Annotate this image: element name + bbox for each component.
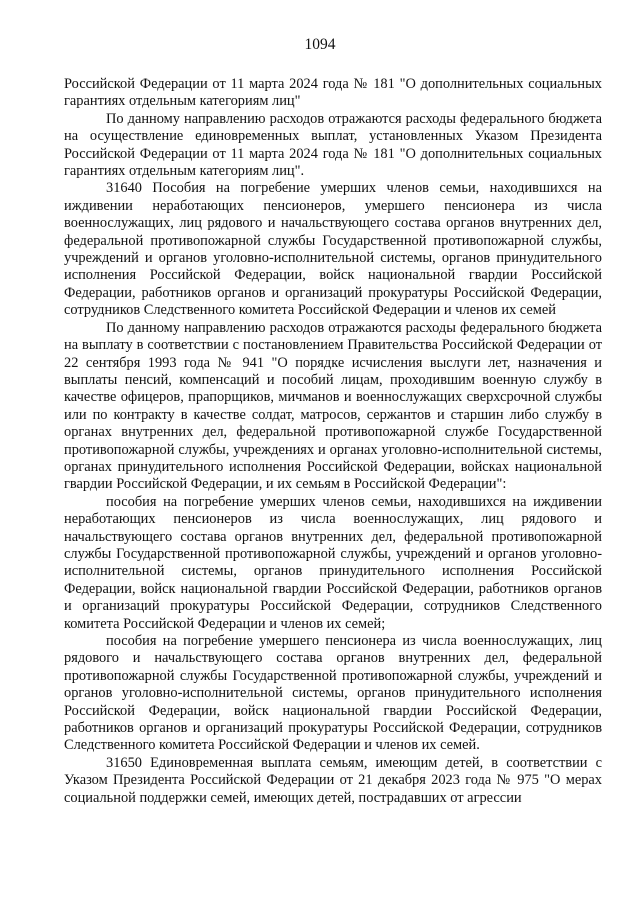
document-body <box>64 76 602 807</box>
paragraph-code-31650-heading: 31650 Единовременная выплата семьям, имеющим детей, в соответствии с Указом Президента Российской Федерации от 21 декабря 2023 года № 975 "О мерах социальной поддержки семей, имеющих детей, пострадавших от агрессии <box>64 754 602 806</box>
paragraph-continuation: Российской Федерации от 11 марта 2024 года № 181 "О дополнительных социальных гарантиях отдельным категориям лиц" <box>64 76 602 110</box>
page-number: 1094 <box>304 36 336 53</box>
paragraph-benefit-family-members: пособия на погребение умерших членов семьи, находившихся на иждивении неработающих пенсионеров из числа военнослужащих, лиц рядового и начальствующего состава органов внутренних дел, федеральной противопожарной службы Государственной противопожарной службы, учреждений и органов уголовно-исполнительной системы, органов принудительного исполнения Российской Федерации, войск национальной гвардии Российской Федерации, работников органов и организаций прокуратуры Российской Федерации, сотрудников Следственного комитета Российской Федерации и членов их семей; <box>64 493 602 632</box>
paragraph-expense-description-181: По данному направлению расходов отражаются расходы федерального бюджета на осуществление единовременных выплат, установленных Указом Президента Российской Федерации от 11 марта 2024 года № 181 "О дополнительных социальных гарантиях отдельным категориям лиц". <box>64 110 602 180</box>
paragraph-expense-description-941: По данному направлению расходов отражаются расходы федерального бюджета на выплату в соответствии с постановлением Правительства Российской Федерации от 22 сентября 1993 года № 941 "О порядке исчисления выслуги лет, назначения и выплаты пенсий, компенсаций и пособий лицам, проходившим военную службу в качестве офицеров, прапорщиков, мичманов и военнослужащих сверхсрочной службы или по контракту в качестве солдат, матросов, сержантов и старшин либо службу в органах внутренних дел, федеральной противопожарной службе Государственной противопожарной службы, учреждениях и органах уголовно-исполнительной системы, органах принудительного исполнения Российской Федерации, войсках национальной гвардии Российской Федерации, и их семьям в Российской Федерации": <box>64 319 602 493</box>
paragraph-benefit-pensioner: пособия на погребение умершего пенсионера из числа военнослужащих, лиц рядового и начальствующего состава органов внутренних дел, федеральной противопожарной службы Государственной противопожарной службы, учреждений и органов уголовно-исполнительной системы, органов принудительного исполнения Российской Федерации, войск национальной гвардии Российской Федерации, работников органов и организаций прокуратуры Российской Федерации, сотрудников Следственного комитета Российской Федерации и членов их семей. <box>64 633 602 754</box>
paragraph-code-31640-heading: 31640 Пособия на погребение умерших членов семьи, находившихся на иждивении неработающих пенсионеров, умершего пенсионера из числа военнослужащих, лиц рядового и начальствующего состава органов внутренних дел, федеральной противопожарной службы Государственной противопожарной службы, учреждений и органов уголовно-исполнительной системы, органов принудительного исполнения Российской Федерации, войск национальной гвардии Российской Федерации, работников органов и организаций прокуратуры Российской Федерации, сотрудников Следственного комитета Российской Федерации и членов их семей <box>64 180 602 319</box>
